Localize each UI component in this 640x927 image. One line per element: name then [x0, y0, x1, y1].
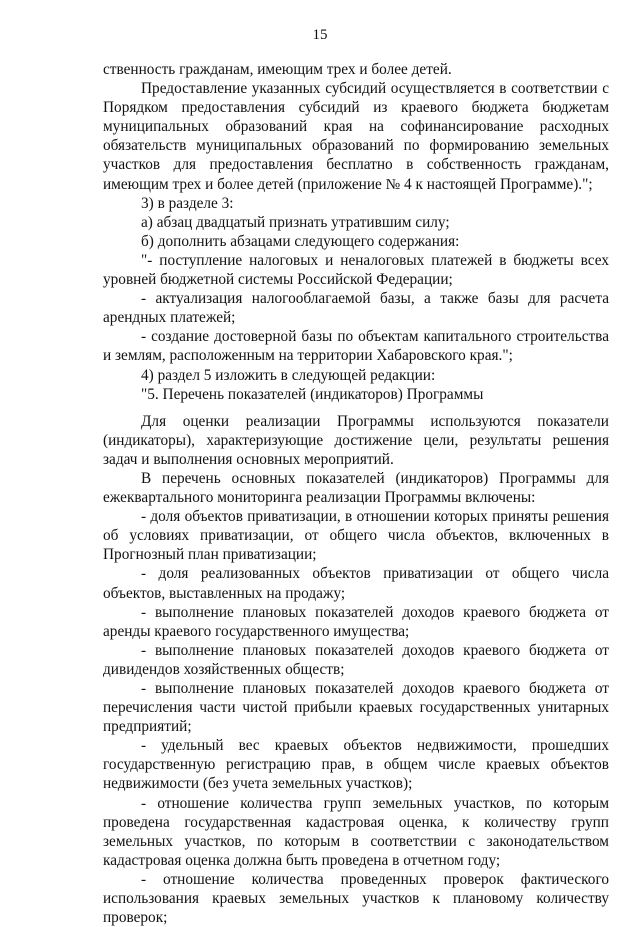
paragraph: "- поступление налоговых и неналоговых платежей в бюджеты всех уровней бюджетной системы Российской Федерации;: [103, 251, 609, 289]
list-item: - отношение количества групп земельных участков, по которым проведена государственная кадастровая оценка, к количеству групп земельных участков, по которым в соответствии с законодательством кадастровая оценка должна быть проведена в отчетном году;: [103, 794, 609, 869]
paragraph: а) абзац двадцатый признать утратившим силу;: [141, 213, 450, 231]
paragraph: В перечень основных показателей (индикаторов) Программы для ежеквартального мониторинга реализации Программы включены:: [103, 469, 609, 507]
document-body: [103, 60, 609, 927]
paragraph: б) дополнить абзацами следующего содержания:: [141, 232, 460, 250]
list-item: - доля объектов приватизации, в отношении которых приняты решения об условиях приватизации, от общего числа объектов, включенных в Прогнозный план приватизации;: [103, 508, 609, 564]
list-item: - удельный вес краевых объектов недвижимости, прошедших государственную регистрацию прав, в общем числе краевых объектов недвижимости (без учета земельных участков);: [103, 737, 609, 793]
list-item: - выполнение плановых показателей доходов краевого бюджета от аренды краевого государственного имущества;: [103, 603, 609, 640]
list-item: - отношение количества проведенных проверок фактического использования краевых земельных участков к плановому количеству проверок;: [103, 870, 609, 927]
list-item: - выполнение плановых показателей доходов краевого бюджета от перечисления части чистой прибыли краевых государственных унитарных предприятий;: [103, 680, 609, 736]
list-item: - доля реализованных объектов приватизации от общего числа объектов, выставленных на продажу;: [103, 565, 609, 602]
section-heading: "5. Перечень показателей (индикаторов) Программы: [141, 385, 484, 403]
paragraph: 4) раздел 5 изложить в следующей редакции:: [141, 366, 436, 384]
paragraph: - актуализация налогооблагаемой базы, а также базы для расчета арендных платежей;: [103, 290, 609, 327]
paragraph: - создание достоверной базы по объектам капитального строительства и землям, расположенным на территории Хабаровского края.";: [103, 328, 609, 365]
paragraph: ственность гражданам, имеющим трех и более детей.: [103, 61, 452, 78]
paragraph: Предоставление указанных субсидий осуществляется в соответствии с Порядком предоставления субсидий из краевого бюджета бюджетам муниципальных образований края на софинансирование расходных обязательств муниципальных образований по формированию земельных участков для предоставления бесплатно в собственность гражданам, имеющим трех и более детей (приложение № 4 к настоящей Программе).";: [103, 80, 609, 193]
paragraph: 3) в разделе 3:: [141, 194, 234, 212]
list-item: - выполнение плановых показателей доходов краевого бюджета от дивидендов хозяйственных обществ;: [103, 641, 609, 678]
paragraph: Для оценки реализации Программы используются показатели (индикаторы), характеризующие достижение цели, результаты решения задач и выполнения основных мероприятий.: [103, 412, 609, 468]
page-number: 15: [312, 27, 328, 43]
